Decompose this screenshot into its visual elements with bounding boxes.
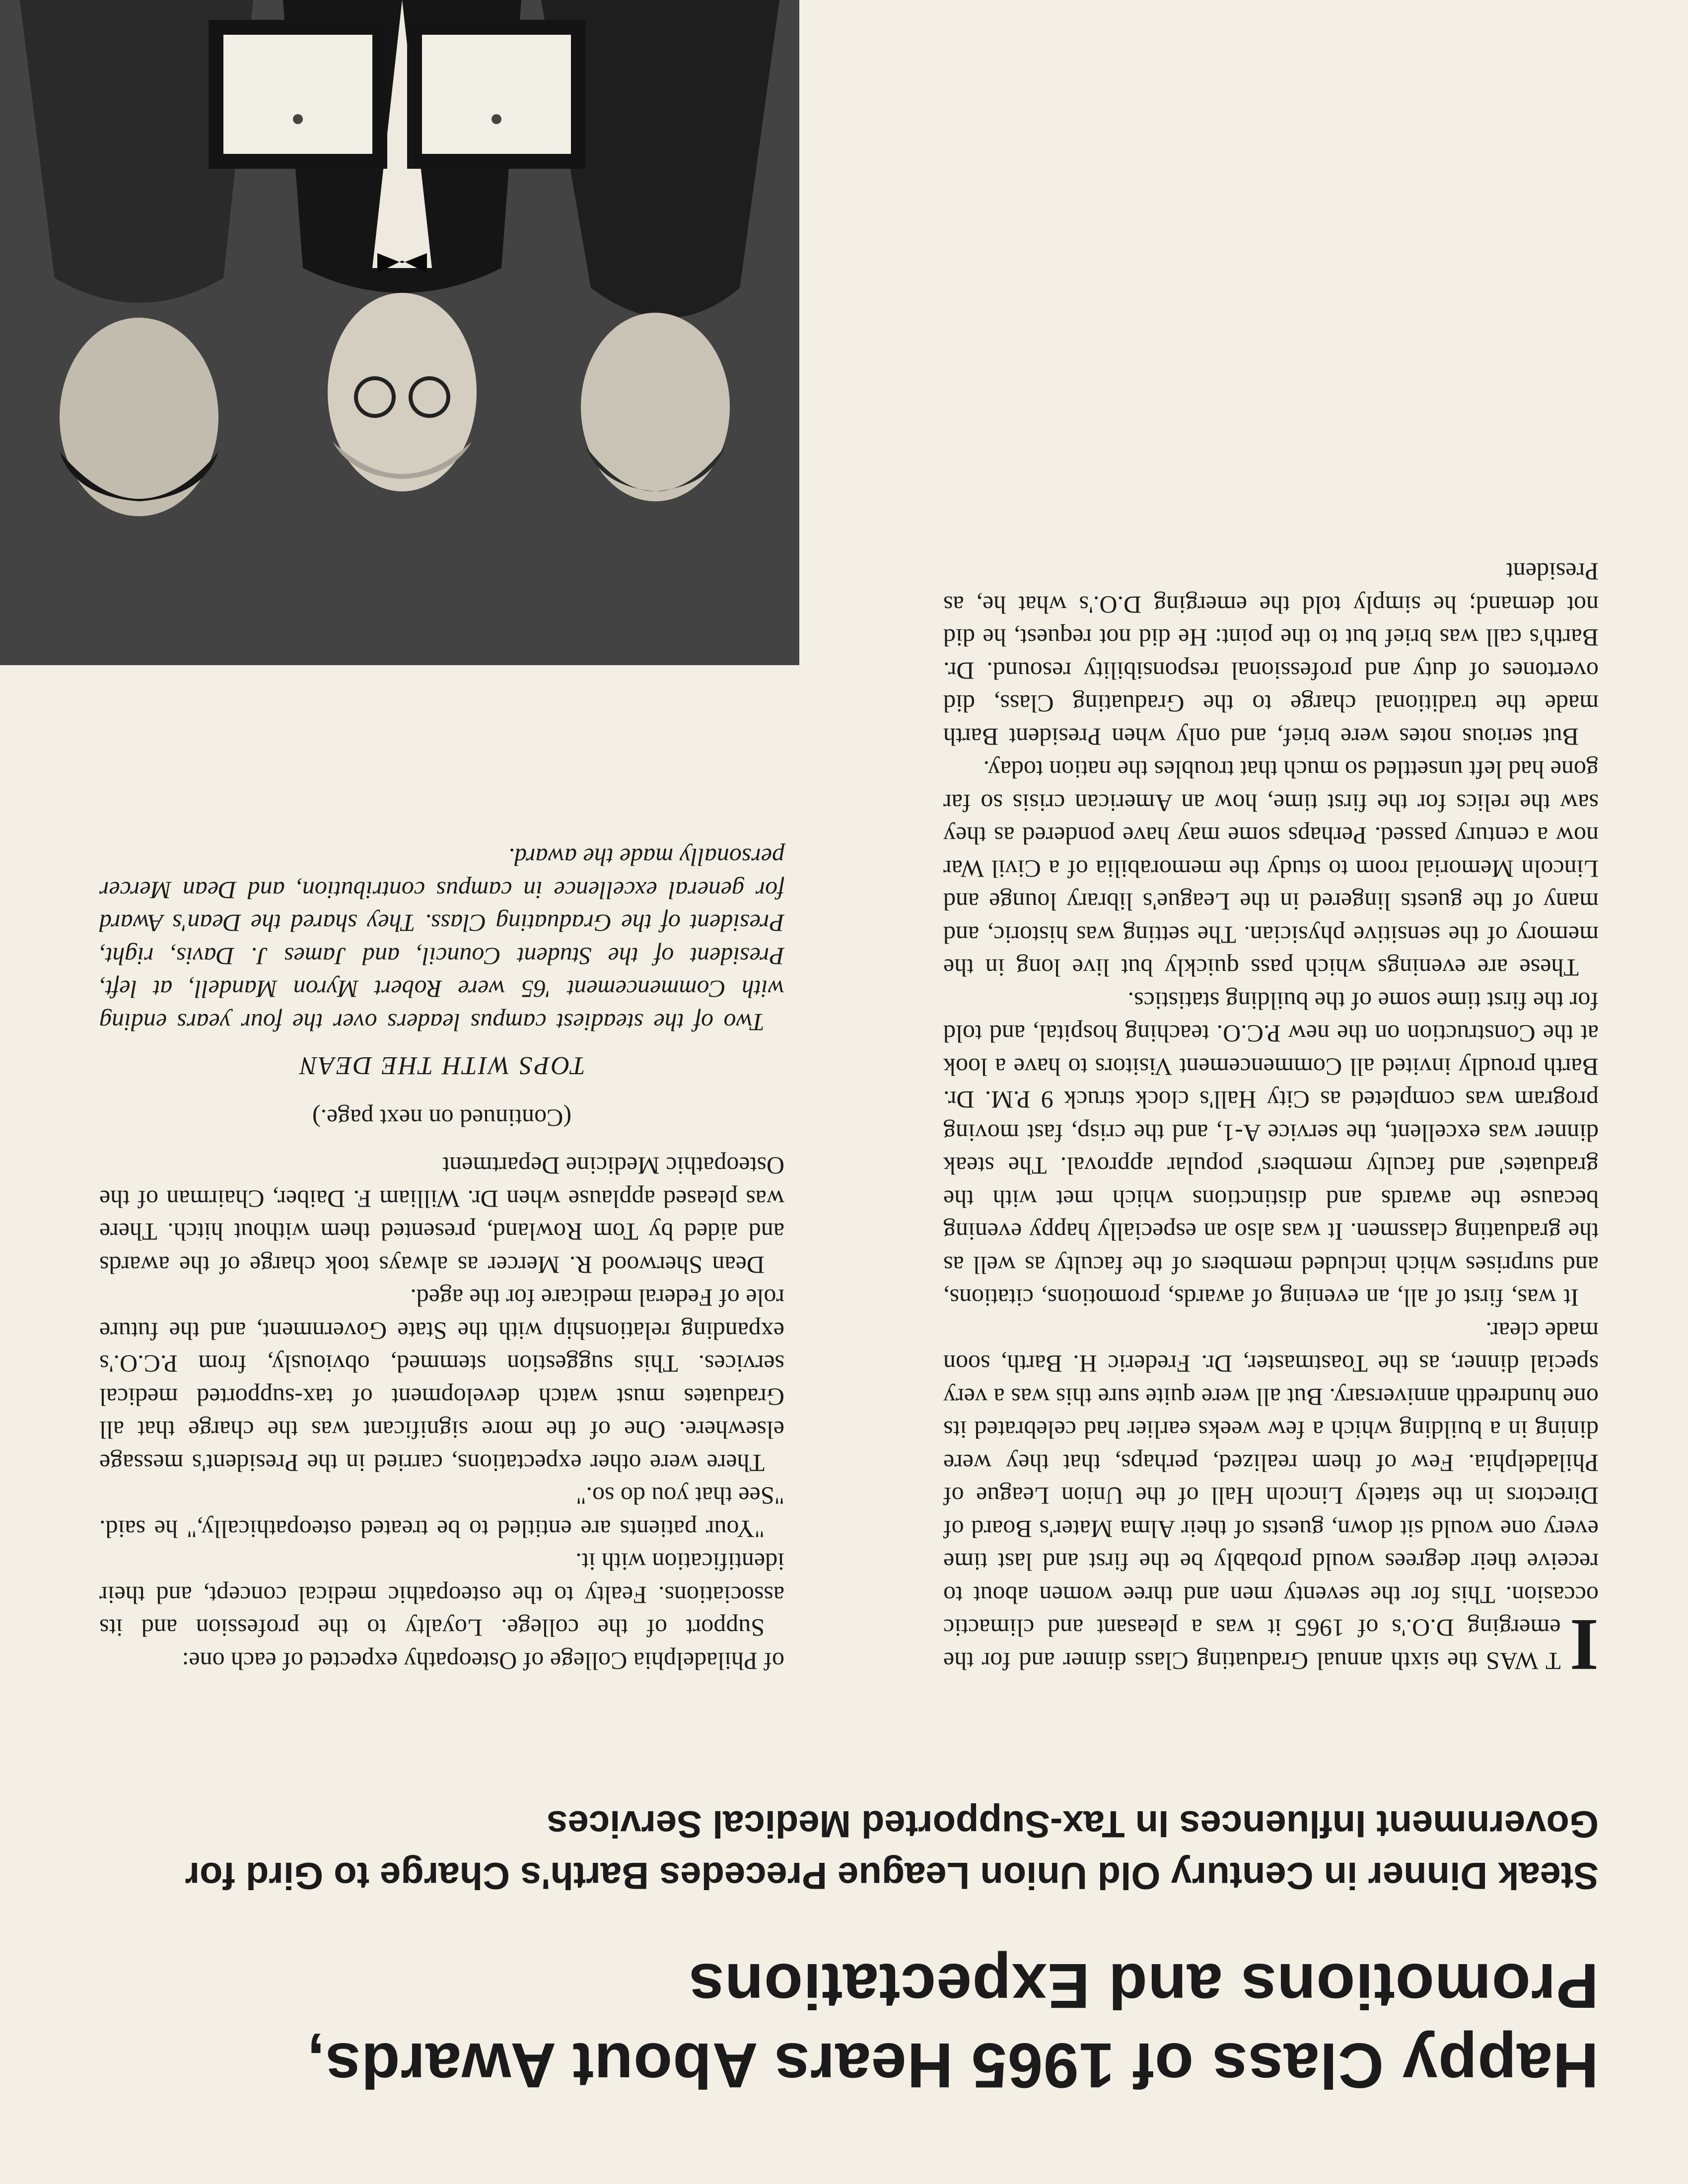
award-photo-illustration bbox=[0, 0, 799, 665]
seal-icon bbox=[492, 114, 501, 124]
continued-note: (Continued on next page.) bbox=[312, 1104, 572, 1132]
drop-cap: I bbox=[1569, 1604, 1599, 1686]
award-photo bbox=[0, 0, 799, 665]
article-column-left bbox=[943, 555, 1599, 1686]
photo-caption-title: TOPS WITH THE DEAN bbox=[298, 1051, 585, 1080]
article-paragraph: Support of the college. Loyalty to the profession and its associations. Fealty to the osteopathic medical concept, and their identification with it. bbox=[99, 1548, 784, 1642]
article-paragraph: There were other expectations, carried in the President's message elsewhere. One of the more significant was the charge that all Graduates must watch development of tax-supported medical services. This suggestion stemmed, obviously, from P.C.O.'s expanding relationship with the State Government, and the future role of Federal medicare for the aged. bbox=[99, 1284, 784, 1477]
seal-icon bbox=[293, 114, 303, 124]
photo-caption: Two of the steadiest campus leaders over the four years ending with Commencement '65 were Robert Myron Mandell, at left, President of the Student Council, and James J. Davis, right, President of the Graduating Class. They shared the Dean's Award for general excellence in campus contribution, and Dean Mercer personally made the award. bbox=[99, 843, 784, 1036]
left-man-face bbox=[581, 313, 730, 501]
certificate-left bbox=[422, 35, 571, 154]
article-paragraph: I T WAS the sixth annual Graduating Class dinner and for the emerging D.O.'s of 1965 it was a pleasant and climactic occasion. This for the seventy men and three women about to receive their degrees would probably be the first and last time every one would sit down, guests of their Alma Mater's Board of Directors in the stately Lincoln Hall of the Union League of Philadelphia. Few of them realized, perhaps, that they were dining in a building which a few weeks earlier had celebrated its one hundredth anniversary. But all were quite sure this was a very special dinner, as the Toastmaster, Dr. Frederic H. Barth, soon made clear. bbox=[943, 1317, 1599, 1686]
article-paragraph: "Your patients are entitled to be treated osteopathically," he said. "See that you do so." bbox=[99, 1482, 784, 1543]
article-paragraph: Dean Sherwood R. Mercer as always took charge of the awards and aided by Tom Rowland, presented them without hitch. There was pleased applause when Dr. William F. Daiber, Chairman of the Osteopathic Medicine Department bbox=[99, 1152, 784, 1279]
article-column-right bbox=[99, 841, 784, 1678]
article-paragraph: But serious notes were brief, and only when President Barth made the traditional charge to the Graduating Class, did overtones of duty and professional responsibility resound. Dr. Barth's call was brief but to the point: He did not request, he did not demand; he simply told the emerging D.O.'s what he, as President bbox=[943, 558, 1599, 751]
headline: Happy Class of 1965 Hears About Awards, Promotions and Expectations bbox=[306, 1950, 1599, 2101]
article-paragraph: These are evenings which pass quickly but live long in the memory of the sensitive physician. The setting was historic, and many of the guests lingered in the League's library lounge and Lincoln Memorial room to study the memorabilia of a Civil War now a century passed. Perhaps some may have pondered as they saw the relics for the first time, how an American crisis so far gone had left unsettled so much that troubles the nation today. bbox=[943, 756, 1599, 982]
certificate-right bbox=[223, 35, 372, 154]
article-paragraph: It was, first of all, an evening of awards, promotions, citations, and surprises which included members of the faculty as well as the graduating classmen. It was also an especially happy evening because the awards and distinctions which met with the graduates' and faculty members' popular approval. The steak dinner was excellent, the service A-1, and the crisp, fast moving program was completed as City Hall's clock struck 9 P.M. Dr. Barth proudly invited all Commencement Visitors to have a look at the Construction on the new P.C.O. teaching hospital, and told for the first time some of the building statistics. bbox=[943, 987, 1599, 1312]
article-paragraph: of Philadelphia College of Osteopathy expected of each one: bbox=[182, 1647, 784, 1675]
subheadline: Steak Dinner in Century Old Union League Precedes Barth's Charge to Gird for Government Influences In Tax-Supported Medical Services bbox=[185, 1803, 1599, 1897]
right-man-face bbox=[60, 318, 218, 516]
